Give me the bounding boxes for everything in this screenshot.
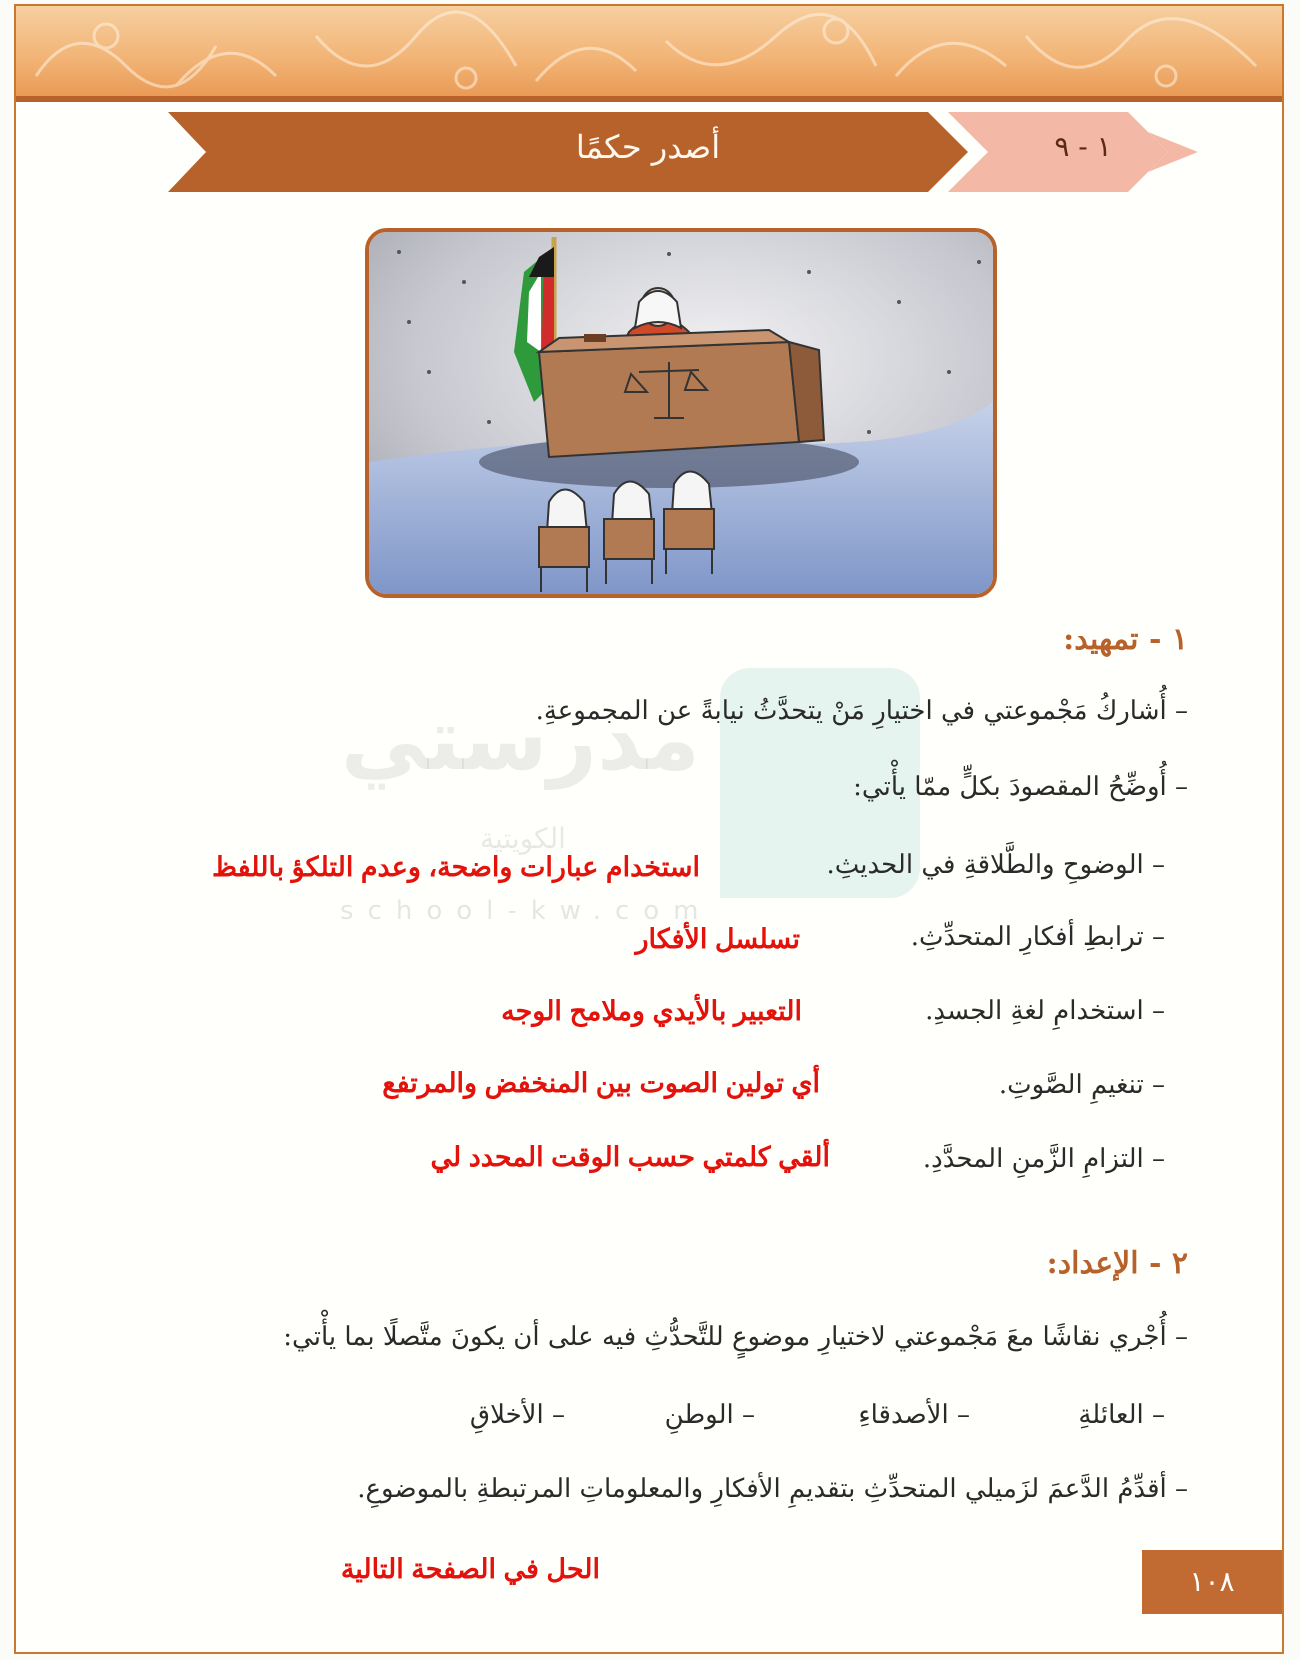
- topic-item: – الوطنِ: [664, 1400, 755, 1430]
- calligraphy-pattern-icon: [16, 6, 1282, 98]
- courtroom-judge-illustration-icon: [369, 232, 993, 594]
- section1-title: ١ - تمهيد:: [1063, 622, 1188, 657]
- topic-item: – الأصدقاءِ: [858, 1400, 970, 1430]
- section1-intro: – أُشاركُ مَجْموعتي في اختيارِ مَنْ يتحدَّثُ نيابةً عن المجموعةِ.: [535, 696, 1188, 726]
- courtroom-illustration: [365, 228, 997, 598]
- item-term-1: – الوضوحِ والطَّلاقةِ في الحديثِ.: [826, 850, 1165, 880]
- item-term-3: – استخدامِ لغةِ الجسدِ.: [925, 996, 1165, 1026]
- item-term-5: – التزامِ الزَّمنِ المحدَّدِ.: [922, 1144, 1165, 1174]
- lesson-banner: [168, 112, 1198, 192]
- lesson-code: ١ - ٩: [1054, 130, 1112, 163]
- solution-note: الحل في الصفحة التالية: [340, 1554, 600, 1584]
- item-answer-3: التعبير بالأيدي وملامح الوجه: [501, 996, 802, 1026]
- section2-discussion: – أُجْري نقاشًا معَ مَجْموعتي لاختيارِ موضوعٍ للتَّحدُّثِ فيه على أن يكونَ متَّصلًا بما يأْتي:: [283, 1322, 1188, 1352]
- watermark-sub: الكويتية: [480, 822, 566, 855]
- topic-item: – العائلةِ: [1078, 1400, 1165, 1430]
- section1-prompt: – أُوضِّحُ المقصودَ بكلٍّ ممّا يأْتي:: [853, 772, 1188, 802]
- header-rule: [16, 96, 1282, 102]
- watermark-url: school-kw.com: [340, 896, 713, 926]
- section2-title: ٢ - الإعداد:: [1046, 1246, 1188, 1281]
- item-answer-4: أي تولين الصوت بين المنخفض والمرتفع: [382, 1068, 820, 1098]
- decorative-header-band: [16, 6, 1282, 98]
- item-answer-5: ألقي كلمتي حسب الوقت المحدد لي: [430, 1142, 830, 1172]
- topics-list: [405, 1400, 1165, 1440]
- topic-item: – الأخلاقِ: [469, 1400, 565, 1430]
- page-number: ١٠٨: [1142, 1550, 1282, 1614]
- item-answer-2: تسلسل الأفكار: [635, 924, 800, 954]
- section2-support: – أقدِّمُ الدَّعمَ لزَميلي المتحدِّثِ بتقديمِ الأفكارِ والمعلوماتِ المرتبطةِ بالموضوعِ.: [357, 1474, 1188, 1504]
- item-term-2: – ترابطِ أفكارِ المتحدِّثِ.: [910, 922, 1165, 952]
- item-answer-1: استخدام عبارات واضحة، وعدم التلكؤ باللفظ: [211, 852, 700, 882]
- lesson-title: أصدر حكمًا: [575, 128, 721, 166]
- item-term-4: – تنغيمِ الصَّوتِ.: [998, 1070, 1165, 1100]
